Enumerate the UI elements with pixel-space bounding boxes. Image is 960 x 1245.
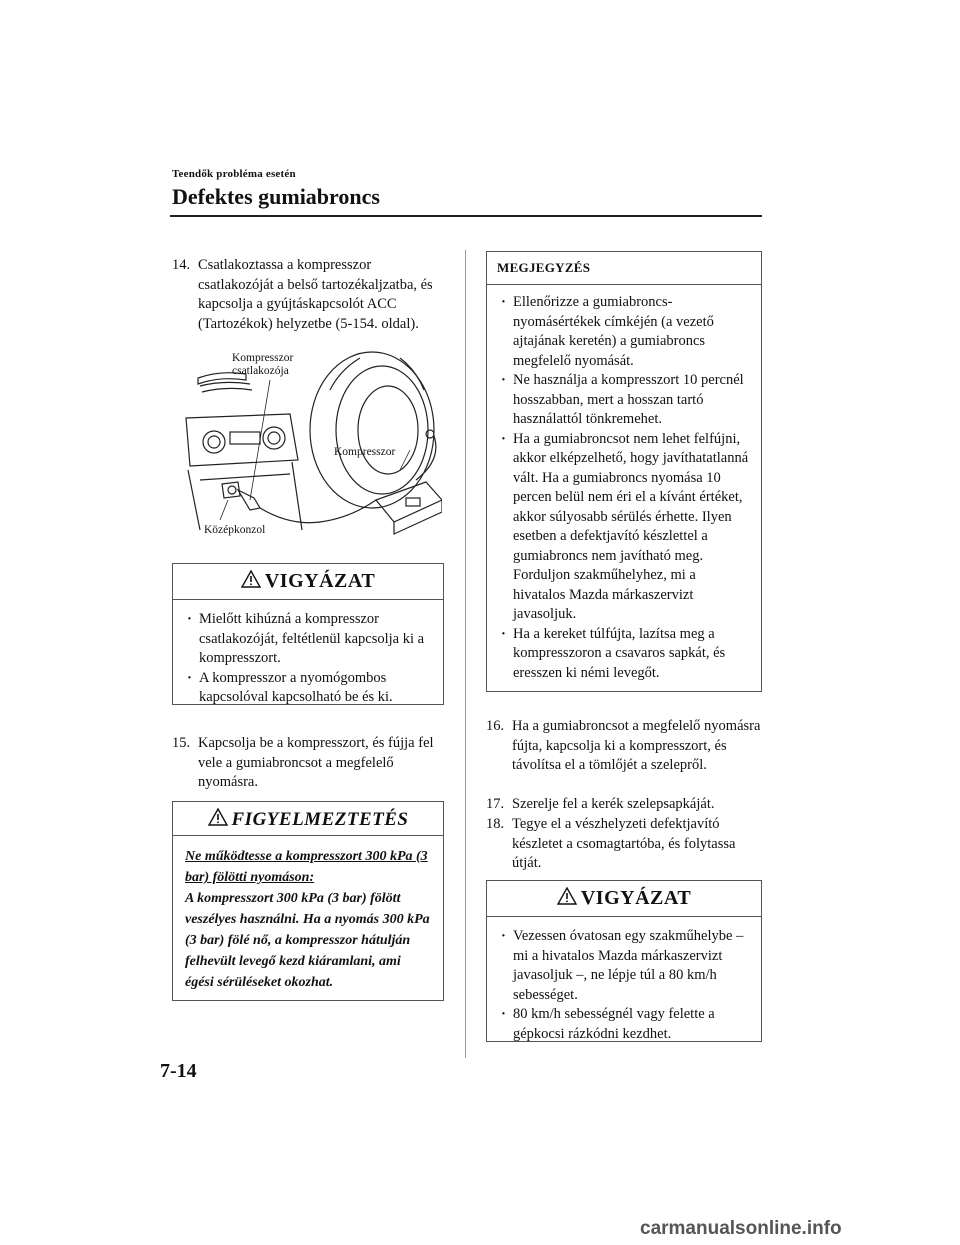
note-heading: MEGJEGYZÉS (487, 252, 761, 285)
watermark: carmanualsonline.info (640, 1218, 842, 1239)
caution-heading: VIGYÁZAT (173, 570, 443, 593)
warning-triangle-icon (557, 887, 577, 905)
page-title: Defektes gumiabroncs (172, 184, 380, 209)
step-number: 14. (172, 257, 191, 273)
warning-text: A kompresszort 300 kPa (3 bar) fölött veszélyes használni. Ha a nyomás 300 kPa (3 bar) fölé nő, a kompresszor hátulján felhevült levegő kezd kiáramlani, ami égési sérüléseket okozhat. (185, 891, 430, 990)
section-label: Teendők probléma esetén (172, 168, 296, 180)
warning-heading: FIGYELMEZTETÉS (173, 808, 443, 831)
note-item: · Ha a gumiabroncsot nem lehet felfújni, akkor elképzelhető, hogy javíthatatlanná vált. Ha a gumiabroncs nyomása 10 percen belül nem éri el a kívánt értéket, akkor súlyosabb sérülés érhette. Ilyen esetben a defektjavító készlettel a gumiabroncs nem javítható meg. Forduljon szakműhelyhez, mi a hivatalos Mazda márkaszervizt javasoljuk. (501, 430, 749, 622)
caution-item: · A kompresszor a nyomógombos kapcsolóval kapcsolható be és ki. (187, 669, 393, 705)
step-15: 15. Kapcsolja be a kompresszort, és fújja fel vele a gumiabroncsot a megfelelő nyomásra. (172, 735, 434, 790)
warning-content (173, 835, 443, 993)
note-item: · Ellenőrizze a gumiabroncs-nyomásértékek címkéjén (a vezető ajtajának keretén) a gumiabroncs megfelelő nyomását. (501, 294, 714, 369)
page-number: 7-14 (160, 1060, 197, 1082)
step-16: 16. Ha a gumiabroncsot a megfelelő nyomásra fújta, kapcsolja ki a kompresszort, és távolítsa el a tömlőjét a szelepről. (486, 718, 761, 773)
warning-triangle-icon (241, 570, 261, 588)
compressor-illustration (180, 350, 442, 540)
label-console: Középkonzol (204, 524, 266, 536)
note-item: · Ha a kereket túlfújta, lazítsa meg a kompresszoron a csavaros sapkát, és eresszen ki némi levegőt. (501, 625, 726, 681)
caution-item: · 80 km/h sebességnél vagy felette a gépkocsi rázkódni kezdhet. (501, 1006, 715, 1042)
warning-subheading: Ne működtesse a kompresszort 300 kPa (3 bar) fölötti nyomáson: (185, 849, 428, 885)
note-item: · Ne használja a kompresszort 10 percnél hosszabban, mert a hosszan tartó használattól tönkremehet. (501, 372, 744, 427)
label-compressor: Kompresszor (334, 446, 396, 458)
caution-items (487, 916, 761, 1044)
note-items (487, 285, 761, 683)
step-14 (172, 256, 444, 334)
column-divider (465, 250, 466, 1058)
warning-triangle-icon (208, 808, 228, 826)
caution-item: · Vezessen óvatosan egy szakműhelybe – mi a hivatalos Mazda márkaszervizt javasoljuk –, ne lépje túl a 80 km/h sebességet. (501, 928, 744, 1003)
caution-items (173, 599, 443, 708)
compressor-diagram (180, 350, 442, 540)
note-box (486, 251, 762, 692)
step-18: 18. Tegye el a vészhelyzeti defektjavító készletet a csomagtartóba, és folytassa útját. (486, 816, 736, 871)
label-connector: Kompresszor csatlakozója (232, 352, 294, 377)
warning-box (172, 801, 444, 1001)
caution-item: · Mielőtt kihúzná a kompresszor csatlakozóját, feltétlenül kapcsolja ki a kompresszort. (187, 611, 425, 666)
caution-box-2 (486, 880, 762, 1042)
caution-box-1 (172, 563, 444, 705)
step-17: 17. Szerelje fel a kerék szelepsapkáját. (486, 796, 715, 812)
step-text: Csatlakoztassa a kompresszor csatlakozóját a belső tartozékaljzatba, és kapcsolja a gyújtáskapcsolót ACC (Tartozékok) helyzetbe (5-154. oldal). (198, 257, 433, 332)
caution-heading: VIGYÁZAT (487, 887, 761, 910)
header-rule (170, 215, 762, 217)
